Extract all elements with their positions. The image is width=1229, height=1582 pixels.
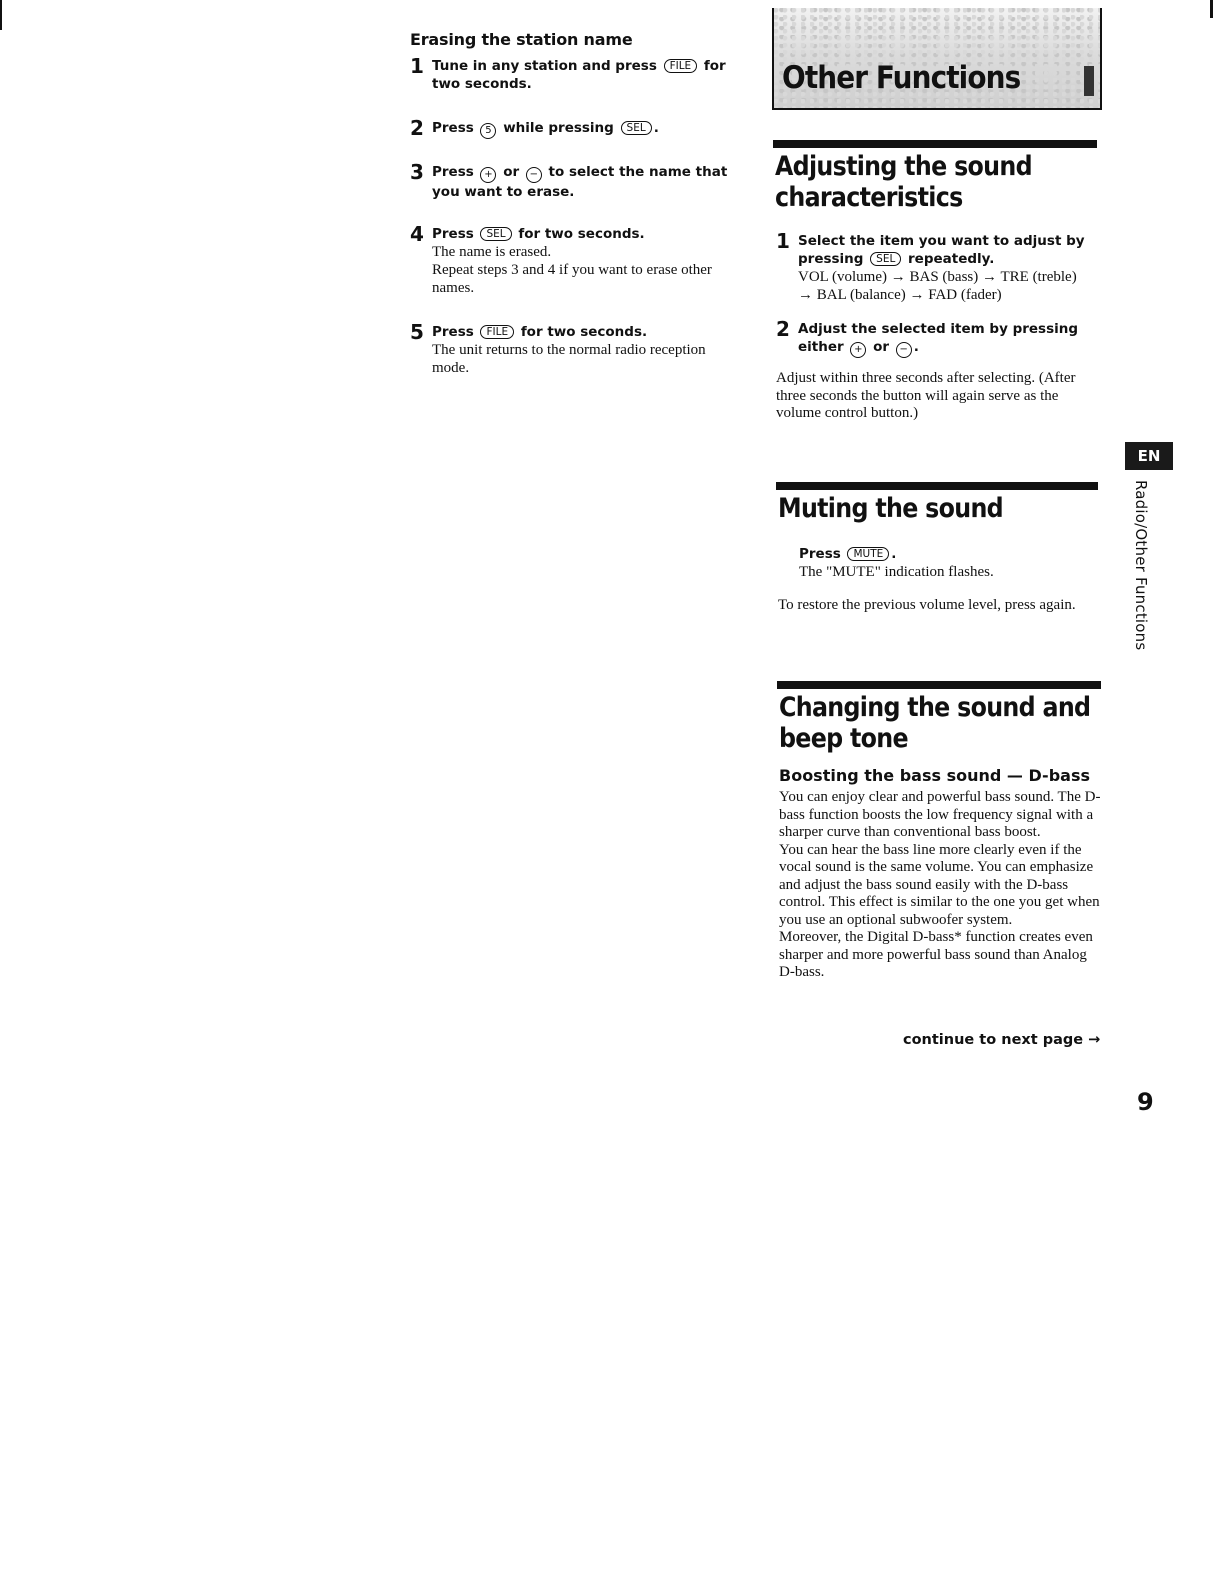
step-note: VOL (volume) → BAS (bass) → TRE (treble) → BAL (balance) → FAD (fader): [798, 269, 1077, 303]
erasing-step-3: [410, 160, 730, 201]
erasing-step-5: [410, 320, 730, 377]
step-number: 1: [410, 54, 424, 78]
dbass-subtitle: Boosting the bass sound — D-bass: [779, 766, 1090, 785]
section-rule: [776, 482, 1098, 490]
file-button-icon: FILE: [664, 59, 698, 73]
step-instruction: Press 5 while pressing SEL .: [432, 119, 730, 139]
erasing-step-4: [410, 222, 730, 297]
minus-button-icon: −: [896, 342, 912, 358]
erasing-title: Erasing the station name: [410, 30, 633, 49]
step-number: 1: [776, 229, 790, 253]
step-instruction: Press + or − to select the name that you want to erase.: [432, 164, 728, 200]
muting-instruction: Press MUTE .: [799, 546, 897, 562]
page-number: 9: [1137, 1088, 1154, 1116]
right-edge-mark: [1210, 0, 1213, 18]
section-side-label: Radio/Other Functions: [1132, 480, 1150, 651]
dbass-paragraph-3: Moreover, the Digital D-bass* function creates even sharper and more powerful bass sound than Analog D-bass.: [779, 929, 1093, 980]
step-instruction: Adjust the selected item by pressing either + or − .: [798, 320, 1086, 358]
step-note: The name is erased.: [432, 244, 552, 260]
step-number: 4: [410, 222, 424, 246]
erasing-section: [410, 30, 730, 397]
step-instruction: Tune in any station and press FILE for two seconds.: [432, 58, 726, 92]
adjusting-note: Adjust within three seconds after selecting. (After three seconds the button will again serve as the volume control button.): [776, 370, 1076, 421]
adjusting-step-1: [776, 229, 1086, 304]
adjusting-steps: [776, 229, 1086, 423]
step-number: 3: [410, 160, 424, 184]
changing-title: Changing the sound and beep tone: [779, 692, 1091, 754]
mute-button-icon: MUTE: [847, 547, 889, 561]
plus-button-icon: +: [480, 167, 496, 183]
left-edge-mark: [0, 0, 2, 30]
step-instruction: Press FILE for two seconds.: [432, 324, 648, 340]
dbass-section: [779, 766, 1103, 982]
dbass-paragraph-2: You can hear the bass line more clearly even if the vocal sound is the same volume. You can emphasize and adjust the bass sound easily with the D-bass control. This effect is similar to the one you get when you use an optional subwoofer system.: [779, 841, 1100, 928]
step-number: 2: [410, 116, 424, 140]
dbass-paragraph-1: You can enjoy clear and powerful bass sound. The D-bass function boosts the low frequency signal with a sharper curve than conventional bass boost.: [779, 789, 1101, 840]
banner-mark: [1084, 66, 1094, 96]
sel-button-icon: SEL: [480, 227, 511, 241]
continue-to-next-page: continue to next page →: [903, 1032, 1101, 1048]
section-rule: [773, 140, 1097, 148]
minus-button-icon: −: [526, 167, 542, 183]
step-note: The unit returns to the normal radio reception mode.: [432, 342, 706, 376]
sel-button-icon: SEL: [870, 252, 901, 266]
number-5-button-icon: 5: [480, 123, 496, 139]
step-number: 5: [410, 320, 424, 344]
step-note: Repeat steps 3 and 4 if you want to erase other names.: [432, 262, 712, 296]
erasing-step-2: [410, 116, 730, 140]
erasing-step-1: [410, 54, 730, 93]
step-instruction: Press SEL for two seconds.: [432, 226, 645, 242]
muting-restore-note: To restore the previous volume level, press again.: [778, 597, 1076, 613]
plus-button-icon: +: [850, 342, 866, 358]
step-instruction: Select the item you want to adjust by pressing SEL repeatedly.: [798, 233, 1085, 267]
muting-title: Muting the sound: [778, 493, 1003, 524]
adjusting-title: Adjusting the sound characteristics: [775, 151, 1032, 213]
adjusting-step-2: [776, 317, 1086, 358]
step-note: The "MUTE" indication flashes.: [799, 564, 994, 580]
language-tab: EN: [1125, 442, 1173, 470]
section-banner: [772, 8, 1102, 110]
step-number: 2: [776, 317, 790, 341]
file-button-icon: FILE: [480, 325, 514, 339]
banner-title: Other Functions: [782, 60, 1021, 96]
sel-button-icon: SEL: [621, 121, 652, 135]
section-rule: [777, 681, 1101, 689]
muting-body: [799, 545, 1089, 581]
